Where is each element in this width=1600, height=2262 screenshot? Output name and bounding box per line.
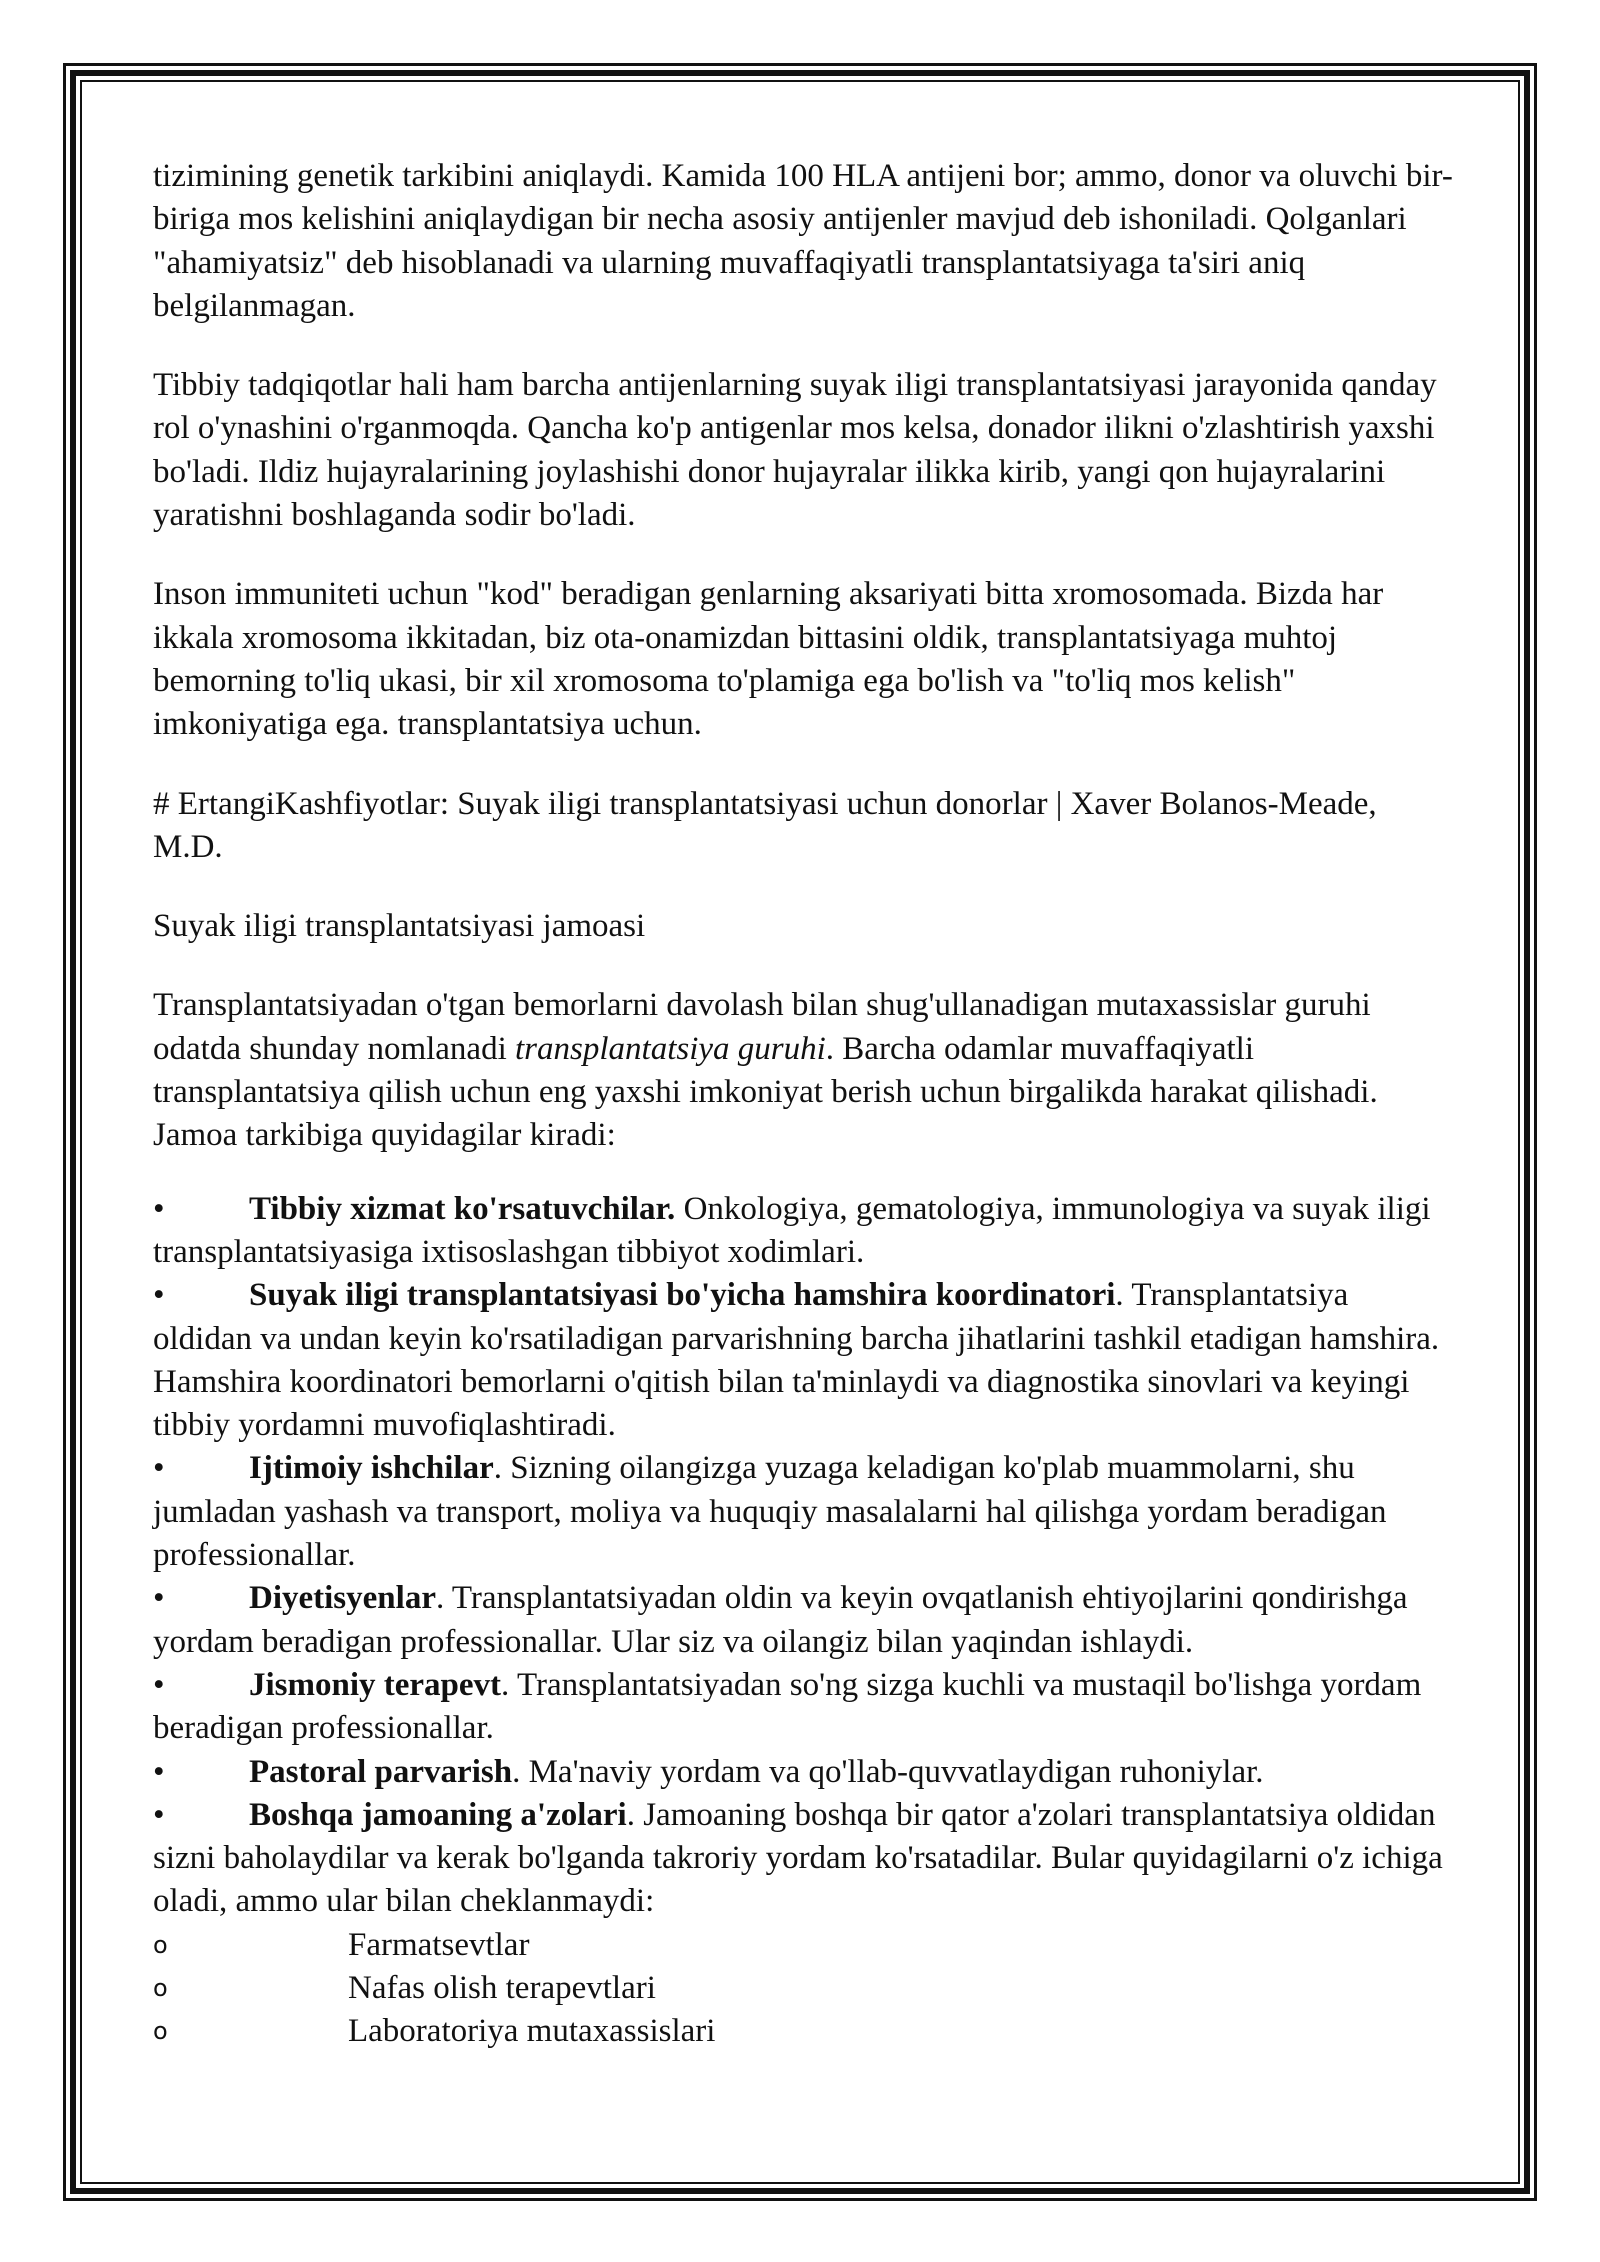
team-intro-text-end: . Barcha odamlar muvaffaqiyatli transplantatsiya qilish uchun eng yaxshi imkoniyat berish uchun birgalikda harakat qilishadi. Jamoa tarkibiga quyidagilar kiradi: (153, 1030, 1378, 1154)
list-item-title: Suyak iligi transplantatsiyasi bo'yicha hamshira koordinatori (249, 1277, 1116, 1314)
list-item-text: . Ma'naviy yordam va qo'llab-quvvatlaydigan ruhoniylar. (512, 1753, 1264, 1790)
list-item-text: . Transplantatsiyadan oldin va keyin ovqatlanish ehtiyojlarini qondirishga yordam beradigan professionallar. Ular siz va oilangiz bilan yaqindan ishlaydi. (153, 1580, 1408, 1660)
list-item (153, 1794, 1453, 1924)
list-item-title: Ijtimoiy ishchilar (249, 1450, 494, 1487)
sub-list-item (153, 1924, 1453, 1967)
sub-list-item (153, 2010, 1453, 2053)
circle-bullet-icon: o (153, 1973, 168, 2002)
sub-list-item-text: Laboratoriya mutaxassislari (348, 2013, 716, 2050)
bullet-icon: • (153, 1666, 165, 1703)
bullet-icon: • (153, 1450, 165, 1487)
list-item (153, 1447, 1453, 1577)
list-item-text: . Transplantatsiyadan so'ng sizga kuchli va mustaqil bo'lishga yordam beradigan professionallar. (153, 1666, 1422, 1747)
paragraph-hla: tizimining genetik tarkibini aniqlaydi. Kamida 100 HLA antijeni bor; ammo, donor va oluvchi bir-biriga mos kelishini aniqlaydigan bir necha asosiy antijenler mavjud deb ishoniladi. Qolganlari "ahamiyatsiz" deb hisoblanadi va ularning muvaffaqiyatli transplantatsiyaga ta'siri aniq belgilanmagan. (153, 158, 1453, 324)
list-item-text: . Jamoaning boshqa bir qator a'zolari transplantatsiya oldidan sizni baholaydilar va kerak bo'lganda takroriy yordam ko'rsatadilar. Bular quyidagilarni o'z ichiga oladi, ammo ular bilan cheklanmaydi: (153, 1796, 1443, 1920)
list-item-title: Jismoniy terapevt (249, 1666, 502, 1703)
team-member-list (153, 1188, 1453, 1924)
sub-list-item-text: Nafas olish terapevtlari (348, 1969, 656, 2006)
list-item-title: Pastoral parvarish (249, 1753, 513, 1790)
list-item (153, 1188, 1453, 1275)
circle-bullet-icon: o (153, 2017, 168, 2046)
bullet-icon: • (153, 1580, 165, 1617)
paragraph-immunity: Inson immuniteti uchun "kod" beradigan genlarning aksariyati bitta xromosomada. Bizda har ikkala xromosoma ikkitadan, biz ota-onamizdan bittasini oldik, transplantatsiyaga muhtoj bemorning to'liq ukasi, bir xil xromosoma to'plamiga ega bo'lish va "to'liq mos kelish" imkoniyatiga ega. transplantatsiya uchun. (153, 576, 1384, 743)
bullet-icon: • (153, 1190, 165, 1227)
list-item-title: Boshqa jamoaning a'zolari (249, 1796, 627, 1833)
other-members-list (153, 1924, 1453, 2054)
team-intro-italic: transplantatsiya guruhi (515, 1030, 826, 1067)
bullet-icon: • (153, 1277, 165, 1314)
list-item (153, 1274, 1453, 1447)
sub-list-item-text: Farmatsevtlar (348, 1926, 530, 1963)
video-heading: # ErtangiKashfiyotlar: Suyak iligi transplantatsiyasi uchun donorlar | Xaver Bolanos-Meade, M.D. (153, 785, 1377, 865)
bullet-icon: • (153, 1796, 165, 1833)
bullet-icon: • (153, 1753, 165, 1790)
list-item-text: Onkologiya, gematologiya, immunologiya va suyak iligi transplantatsiyasiga ixtisoslashgan tibbiyot xodimlari. (153, 1190, 1431, 1270)
circle-bullet-icon: o (153, 1930, 168, 1959)
paragraph-research: Tibbiy tadqiqotlar hali ham barcha antijenlarning suyak iligi transplantatsiyasi jarayonida qanday rol o'ynashini o'rganmoqda. Qancha ko'p antigenlar mos kelsa, donador ilikni o'zlashtirish yaxshi bo'ladi. Ildiz hujayralarining joylashishi donor hujayralar ilikka kirib, yangi qon hujayralarini yaratishni boshlaganda sodir bo'ladi. (153, 367, 1437, 534)
team-intro-text: Transplantatsiyadan o'tgan bemorlarni davolash bilan shug'ullanadigan mutaxassislar guruhi odatda shunday nomlanadi (153, 987, 1371, 1067)
list-item-title: Diyetisyenlar (249, 1580, 436, 1617)
list-item-title: Tibbiy xizmat ko'rsatuvchilar. (249, 1190, 676, 1227)
document-body (153, 155, 1453, 2054)
sub-list-item (153, 1967, 1453, 2010)
paragraph-team-intro (153, 984, 1453, 1157)
list-item (153, 1751, 1453, 1794)
list-item-text: . Transplantatsiya oldidan va undan keyin ko'rsatiladigan parvarishning barcha jihatlarini tashkil etadigan hamshira. Hamshira koordinatori bemorlarni o'qitish bilan ta'minlaydi va diagnostika sinovlari va keyingi tibbiy yordamni muvofiqlashtiradi. (153, 1277, 1440, 1444)
list-item-text: . Sizning oilangizga yuzaga keladigan ko'plab muammolarni, shu jumladan yashash va transport, moliya va huquqiy masalalarni hal qilishga yordam beradigan professionallar. (153, 1450, 1387, 1574)
section-heading: Suyak iligi transplantatsiyasi jamoasi (153, 908, 646, 945)
list-item (153, 1664, 1453, 1751)
list-item (153, 1577, 1453, 1664)
